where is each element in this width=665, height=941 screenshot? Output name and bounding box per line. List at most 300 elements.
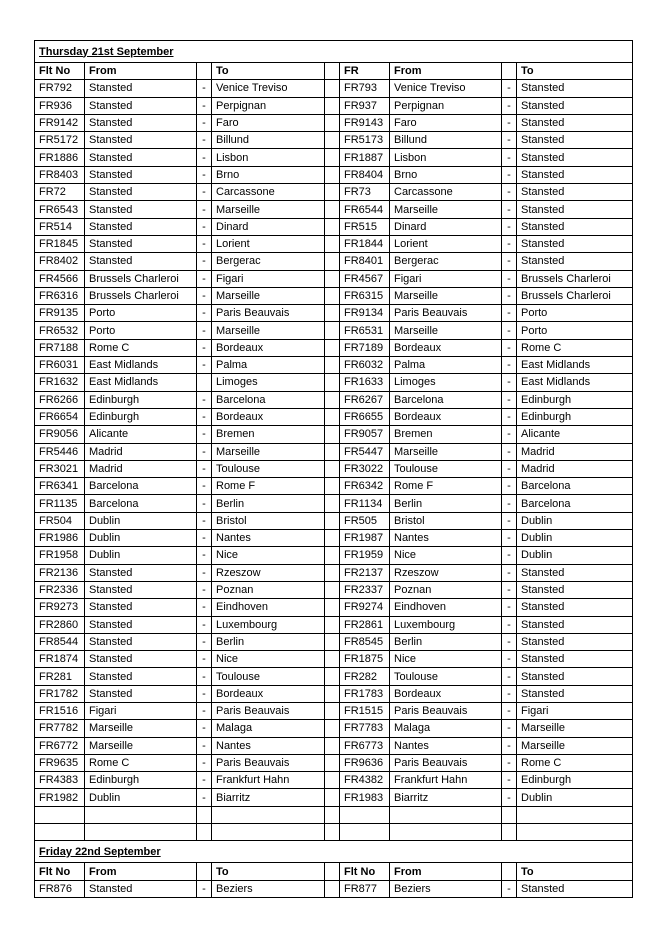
from-cell: Rome C: [85, 339, 197, 356]
return-flight-no-cell: FR2861: [340, 616, 390, 633]
dash-cell: -: [197, 184, 212, 201]
return-from-cell: Marseille: [390, 322, 502, 339]
table-row: [35, 772, 633, 789]
from-cell: Barcelona: [85, 478, 197, 495]
from-cell: Alicante: [85, 426, 197, 443]
column-separator: [325, 132, 340, 149]
to-cell: Biarritz: [212, 789, 325, 806]
empty-cell: [517, 806, 633, 823]
return-from-cell: Bordeaux: [390, 339, 502, 356]
return-dash-cell: -: [502, 737, 517, 754]
table-row: [35, 668, 633, 685]
table-row: [35, 651, 633, 668]
return-to-cell: Stansted: [517, 132, 633, 149]
dash-cell: -: [197, 564, 212, 581]
section-title: Thursday 21st September: [35, 41, 633, 63]
return-dash-cell: -: [502, 357, 517, 374]
to-cell: Venice Treviso: [212, 80, 325, 97]
return-from-cell: Bristol: [390, 512, 502, 529]
to-cell: Marseille: [212, 201, 325, 218]
column-separator: [325, 685, 340, 702]
flight-no-cell: FR6654: [35, 408, 85, 425]
return-dash-cell: -: [502, 218, 517, 235]
empty-cell: [85, 806, 197, 823]
return-from-cell: Rzeszow: [390, 564, 502, 581]
column-separator: [325, 772, 340, 789]
empty-cell: [197, 824, 212, 841]
from-cell: Brussels Charleroi: [85, 287, 197, 304]
return-from-cell: Berlin: [390, 495, 502, 512]
to-cell: Beziers: [212, 880, 325, 897]
dash-cell: -: [197, 547, 212, 564]
from-cell: Stansted: [85, 668, 197, 685]
return-from-cell: Poznan: [390, 581, 502, 598]
return-dash-cell: -: [502, 339, 517, 356]
to-cell: Nice: [212, 651, 325, 668]
to-cell: Malaga: [212, 720, 325, 737]
dash-cell: -: [197, 880, 212, 897]
column-separator: [325, 512, 340, 529]
return-flight-no-cell: FR515: [340, 218, 390, 235]
empty-cell: [212, 824, 325, 841]
return-from-cell: Nice: [390, 651, 502, 668]
return-from-cell: Paris Beauvais: [390, 305, 502, 322]
return-flight-no-cell: FR937: [340, 97, 390, 114]
column-separator: [325, 616, 340, 633]
return-from-cell: Venice Treviso: [390, 80, 502, 97]
to-cell: Berlin: [212, 495, 325, 512]
flight-no-cell: FR1782: [35, 685, 85, 702]
column-separator: [325, 702, 340, 719]
to-cell: Marseille: [212, 322, 325, 339]
header-spacer: [197, 63, 212, 80]
return-dash-cell: -: [502, 668, 517, 685]
table-row: [35, 374, 633, 391]
return-from-cell: Limoges: [390, 374, 502, 391]
return-to-cell: Porto: [517, 322, 633, 339]
return-dash-cell: -: [502, 184, 517, 201]
dash-cell: -: [197, 166, 212, 183]
from-cell: Stansted: [85, 201, 197, 218]
flight-no-cell: FR6341: [35, 478, 85, 495]
empty-cell: [502, 806, 517, 823]
table-row: [35, 339, 633, 356]
return-flight-no-cell: FR73: [340, 184, 390, 201]
flight-no-cell: FR8544: [35, 633, 85, 650]
column-separator: [325, 651, 340, 668]
from-cell: Stansted: [85, 80, 197, 97]
table-row: [35, 166, 633, 183]
table-row: [35, 880, 633, 897]
return-flight-no-cell: FR1887: [340, 149, 390, 166]
return-to-cell: Barcelona: [517, 478, 633, 495]
return-from-cell: Paris Beauvais: [390, 702, 502, 719]
return-flight-no-cell: FR9134: [340, 305, 390, 322]
return-dash-cell: -: [502, 166, 517, 183]
return-to-cell: Stansted: [517, 564, 633, 581]
dash-cell: -: [197, 651, 212, 668]
return-dash-cell: -: [502, 772, 517, 789]
to-cell: Luxembourg: [212, 616, 325, 633]
from-cell: Porto: [85, 322, 197, 339]
return-dash-cell: -: [502, 235, 517, 252]
flight-no-cell: FR876: [35, 880, 85, 897]
return-from-cell: Brno: [390, 166, 502, 183]
return-from-cell: Paris Beauvais: [390, 754, 502, 771]
column-separator: [325, 322, 340, 339]
to-cell: Perpignan: [212, 97, 325, 114]
return-from-cell: Beziers: [390, 880, 502, 897]
table-row: [35, 149, 633, 166]
dash-cell: -: [197, 530, 212, 547]
return-from-cell: Bordeaux: [390, 685, 502, 702]
flight-no-cell: FR1516: [35, 702, 85, 719]
return-flight-no-cell: FR9057: [340, 426, 390, 443]
flight-no-cell: FR1886: [35, 149, 85, 166]
return-dash-cell: -: [502, 633, 517, 650]
return-from-cell: Nantes: [390, 737, 502, 754]
return-to-cell: Stansted: [517, 80, 633, 97]
flight-no-cell: FR6316: [35, 287, 85, 304]
to-cell: Bordeaux: [212, 685, 325, 702]
return-from-cell: Frankfurt Hahn: [390, 772, 502, 789]
to-cell: Eindhoven: [212, 599, 325, 616]
table-row: [35, 460, 633, 477]
return-to-cell: Alicante: [517, 426, 633, 443]
flight-no-cell: FR792: [35, 80, 85, 97]
return-dash-cell: -: [502, 512, 517, 529]
return-dash-cell: -: [502, 530, 517, 547]
from-cell: Madrid: [85, 460, 197, 477]
to-cell: Nantes: [212, 737, 325, 754]
dash-cell: -: [197, 114, 212, 131]
flight-schedule-table: [34, 40, 633, 898]
from-cell: Edinburgh: [85, 772, 197, 789]
flight-no-cell: FR6031: [35, 357, 85, 374]
column-separator: [325, 789, 340, 806]
return-flight-no-cell: FR9274: [340, 599, 390, 616]
dash-cell: -: [197, 253, 212, 270]
table-row: [35, 235, 633, 252]
return-dash-cell: -: [502, 616, 517, 633]
return-dash-cell: -: [502, 702, 517, 719]
return-flight-no-cell: FR8401: [340, 253, 390, 270]
dash-cell: -: [197, 270, 212, 287]
to-cell: Nice: [212, 547, 325, 564]
flight-no-cell: FR8403: [35, 166, 85, 183]
table-row: [35, 184, 633, 201]
flight-no-cell: FR2136: [35, 564, 85, 581]
return-flight-no-cell: FR8404: [340, 166, 390, 183]
return-flight-no-cell: FR877: [340, 880, 390, 897]
column-separator: [325, 547, 340, 564]
from-cell: Stansted: [85, 564, 197, 581]
table-row: [35, 547, 633, 564]
return-from-cell: Luxembourg: [390, 616, 502, 633]
dash-cell: -: [197, 80, 212, 97]
column-separator: [325, 253, 340, 270]
return-to-cell: Stansted: [517, 97, 633, 114]
to-cell: Dinard: [212, 218, 325, 235]
dash-cell: -: [197, 460, 212, 477]
column-separator: [325, 391, 340, 408]
return-from-cell: Biarritz: [390, 789, 502, 806]
header-to: To: [212, 863, 325, 880]
table-row: [35, 408, 633, 425]
return-flight-no-cell: FR1844: [340, 235, 390, 252]
to-cell: Marseille: [212, 287, 325, 304]
table-row: [35, 357, 633, 374]
return-to-cell: Marseille: [517, 720, 633, 737]
header-return-from: From: [390, 63, 502, 80]
dash-cell: -: [197, 599, 212, 616]
flight-no-cell: FR4566: [35, 270, 85, 287]
from-cell: Stansted: [85, 633, 197, 650]
return-dash-cell: -: [502, 132, 517, 149]
flight-no-cell: FR1874: [35, 651, 85, 668]
return-flight-no-cell: FR6544: [340, 201, 390, 218]
to-cell: Carcassone: [212, 184, 325, 201]
section-title: Friday 22nd September: [35, 841, 633, 863]
header-return-from: From: [390, 863, 502, 880]
return-dash-cell: -: [502, 443, 517, 460]
return-to-cell: Dublin: [517, 789, 633, 806]
return-flight-no-cell: FR1983: [340, 789, 390, 806]
table-row: [35, 737, 633, 754]
column-separator: [325, 478, 340, 495]
return-flight-no-cell: FR6315: [340, 287, 390, 304]
flight-no-cell: FR9273: [35, 599, 85, 616]
schedule-body: [35, 41, 633, 898]
column-separator: [325, 754, 340, 771]
header-flight-no: Flt No: [35, 863, 85, 880]
table-row: [35, 720, 633, 737]
flight-no-cell: FR3021: [35, 460, 85, 477]
return-flight-no-cell: FR7783: [340, 720, 390, 737]
column-separator: [325, 408, 340, 425]
return-flight-no-cell: FR1633: [340, 374, 390, 391]
return-flight-no-cell: FR1134: [340, 495, 390, 512]
to-cell: Paris Beauvais: [212, 702, 325, 719]
return-flight-no-cell: FR6773: [340, 737, 390, 754]
return-to-cell: Stansted: [517, 651, 633, 668]
dash-cell: -: [197, 495, 212, 512]
return-from-cell: Dinard: [390, 218, 502, 235]
from-cell: Edinburgh: [85, 408, 197, 425]
return-dash-cell: -: [502, 305, 517, 322]
return-from-cell: Palma: [390, 357, 502, 374]
return-to-cell: Rome C: [517, 754, 633, 771]
table-row: [35, 201, 633, 218]
flight-no-cell: FR9142: [35, 114, 85, 131]
dash-cell: -: [197, 357, 212, 374]
table-row: [35, 702, 633, 719]
return-dash-cell: -: [502, 322, 517, 339]
to-cell: Bergerac: [212, 253, 325, 270]
return-flight-no-cell: FR5173: [340, 132, 390, 149]
dash-cell: -: [197, 789, 212, 806]
from-cell: Rome C: [85, 754, 197, 771]
return-to-cell: Stansted: [517, 633, 633, 650]
empty-cell: [340, 824, 390, 841]
from-cell: Stansted: [85, 114, 197, 131]
flight-no-cell: FR4383: [35, 772, 85, 789]
column-separator: [325, 80, 340, 97]
return-dash-cell: -: [502, 287, 517, 304]
return-flight-no-cell: FR6655: [340, 408, 390, 425]
from-cell: Porto: [85, 305, 197, 322]
return-from-cell: Malaga: [390, 720, 502, 737]
from-cell: Marseille: [85, 737, 197, 754]
return-dash-cell: -: [502, 114, 517, 131]
return-to-cell: East Midlands: [517, 357, 633, 374]
empty-cell: [390, 824, 502, 841]
dash-cell: -: [197, 754, 212, 771]
dash-cell: -: [197, 426, 212, 443]
return-dash-cell: -: [502, 720, 517, 737]
header-spacer: [502, 63, 517, 80]
return-to-cell: Porto: [517, 305, 633, 322]
return-to-cell: Rome C: [517, 339, 633, 356]
return-flight-no-cell: FR6032: [340, 357, 390, 374]
from-cell: Edinburgh: [85, 391, 197, 408]
return-to-cell: Figari: [517, 702, 633, 719]
flight-no-cell: FR5172: [35, 132, 85, 149]
return-flight-no-cell: FR2137: [340, 564, 390, 581]
return-flight-no-cell: FR6531: [340, 322, 390, 339]
return-flight-no-cell: FR282: [340, 668, 390, 685]
return-flight-no-cell: FR4567: [340, 270, 390, 287]
dash-cell: -: [197, 339, 212, 356]
to-cell: Marseille: [212, 443, 325, 460]
column-separator: [325, 599, 340, 616]
empty-cell: [517, 824, 633, 841]
return-flight-no-cell: FR1783: [340, 685, 390, 702]
header-from: From: [85, 863, 197, 880]
empty-cell: [197, 806, 212, 823]
return-from-cell: Eindhoven: [390, 599, 502, 616]
dash-cell: -: [197, 478, 212, 495]
header-return-flight-no: Flt No: [340, 863, 390, 880]
return-from-cell: Billund: [390, 132, 502, 149]
table-row: [35, 495, 633, 512]
from-cell: Stansted: [85, 97, 197, 114]
return-to-cell: Stansted: [517, 599, 633, 616]
return-dash-cell: -: [502, 478, 517, 495]
from-cell: Brussels Charleroi: [85, 270, 197, 287]
empty-cell: [502, 824, 517, 841]
return-to-cell: East Midlands: [517, 374, 633, 391]
from-cell: Dublin: [85, 512, 197, 529]
column-separator: [325, 201, 340, 218]
to-cell: Paris Beauvais: [212, 305, 325, 322]
return-to-cell: Brussels Charleroi: [517, 270, 633, 287]
flight-no-cell: FR9135: [35, 305, 85, 322]
table-row: [35, 616, 633, 633]
empty-cell: [212, 806, 325, 823]
header-return-to: To: [517, 863, 633, 880]
to-cell: Bremen: [212, 426, 325, 443]
table-row: [35, 754, 633, 771]
table-row: [35, 599, 633, 616]
column-separator: [325, 633, 340, 650]
column-separator: [325, 426, 340, 443]
return-dash-cell: -: [502, 201, 517, 218]
dash-cell: [197, 374, 212, 391]
return-flight-no-cell: FR1515: [340, 702, 390, 719]
header-from: From: [85, 63, 197, 80]
dash-cell: -: [197, 97, 212, 114]
flight-no-cell: FR1632: [35, 374, 85, 391]
return-to-cell: Stansted: [517, 880, 633, 897]
to-cell: Limoges: [212, 374, 325, 391]
table-row: [35, 114, 633, 131]
column-separator: [325, 443, 340, 460]
return-to-cell: Stansted: [517, 149, 633, 166]
return-from-cell: Marseille: [390, 443, 502, 460]
from-cell: Stansted: [85, 132, 197, 149]
flight-no-cell: FR7782: [35, 720, 85, 737]
return-dash-cell: -: [502, 880, 517, 897]
empty-cell: [85, 824, 197, 841]
return-from-cell: Marseille: [390, 201, 502, 218]
column-separator: [325, 495, 340, 512]
return-dash-cell: -: [502, 599, 517, 616]
column-separator: [325, 564, 340, 581]
empty-cell: [325, 824, 340, 841]
table-row: [35, 391, 633, 408]
return-from-cell: Lorient: [390, 235, 502, 252]
column-separator: [325, 737, 340, 754]
header-spacer: [197, 863, 212, 880]
table-row: [35, 530, 633, 547]
column-separator: [325, 149, 340, 166]
return-from-cell: Bremen: [390, 426, 502, 443]
dash-cell: -: [197, 616, 212, 633]
return-to-cell: Edinburgh: [517, 391, 633, 408]
from-cell: Dublin: [85, 547, 197, 564]
table-row: [35, 478, 633, 495]
flight-no-cell: FR514: [35, 218, 85, 235]
return-to-cell: Stansted: [517, 114, 633, 131]
return-flight-no-cell: FR3022: [340, 460, 390, 477]
empty-cell: [340, 806, 390, 823]
from-cell: Stansted: [85, 880, 197, 897]
dash-cell: -: [197, 633, 212, 650]
from-cell: East Midlands: [85, 374, 197, 391]
return-from-cell: Rome F: [390, 478, 502, 495]
flight-no-cell: FR504: [35, 512, 85, 529]
column-separator: [325, 668, 340, 685]
empty-cell: [390, 806, 502, 823]
dash-cell: -: [197, 720, 212, 737]
table-row: [35, 132, 633, 149]
from-cell: Stansted: [85, 616, 197, 633]
blank-row: [35, 806, 633, 823]
return-to-cell: Stansted: [517, 235, 633, 252]
flight-no-cell: FR6772: [35, 737, 85, 754]
return-flight-no-cell: FR4382: [340, 772, 390, 789]
to-cell: Rzeszow: [212, 564, 325, 581]
return-dash-cell: -: [502, 581, 517, 598]
header-to: To: [212, 63, 325, 80]
flight-no-cell: FR2336: [35, 581, 85, 598]
from-cell: Stansted: [85, 651, 197, 668]
flight-no-cell: FR1982: [35, 789, 85, 806]
return-to-cell: Dublin: [517, 512, 633, 529]
empty-cell: [35, 824, 85, 841]
return-to-cell: Stansted: [517, 253, 633, 270]
